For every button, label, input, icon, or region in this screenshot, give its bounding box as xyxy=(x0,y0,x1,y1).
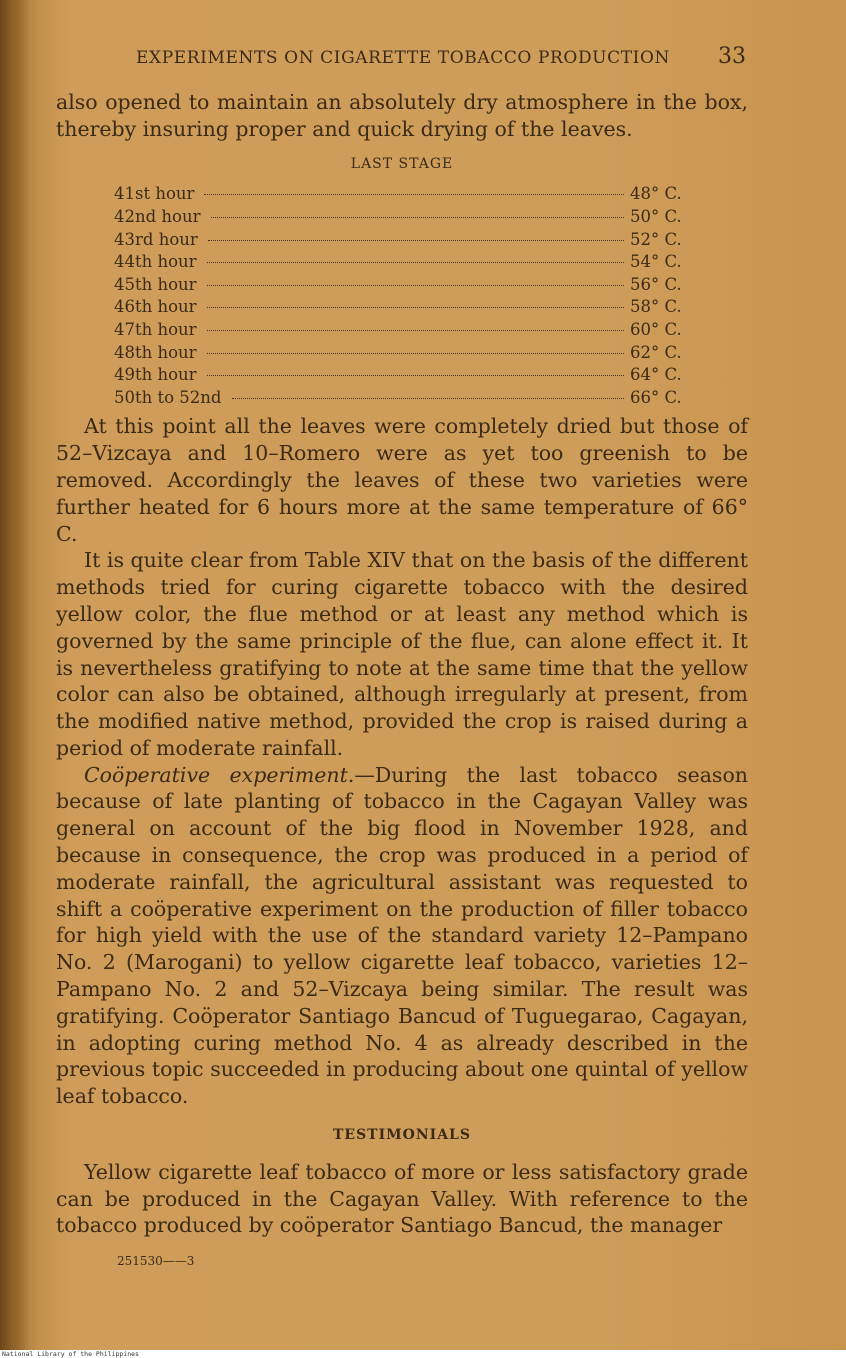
leader-dots xyxy=(207,353,624,354)
row-label: 42nd hour xyxy=(114,206,201,226)
row-label: 45th hour xyxy=(114,274,197,294)
row-value: 62° C. xyxy=(630,342,682,362)
row-value: 66° C. xyxy=(630,387,682,407)
paragraph-testimonials: Yellow cigarette leaf tobacco of more or less satisfactory grade can be produced in the Cagayan Valley. With reference to the tobacco produced by coöperator Santiago Bancud, the manager xyxy=(56,1159,748,1238)
leader-dots xyxy=(207,375,624,376)
signature-mark: 251530——3 xyxy=(117,1254,195,1268)
row-label: 41st hour xyxy=(114,184,195,204)
row-value: 48° C. xyxy=(630,184,682,204)
leader-dots xyxy=(207,262,624,263)
leader-dots xyxy=(207,285,624,286)
leader-dots xyxy=(207,307,624,308)
table-row xyxy=(114,274,688,297)
book-binding-shadow xyxy=(0,0,30,1350)
table-row xyxy=(114,206,688,229)
table-row xyxy=(114,319,688,342)
leader-dots xyxy=(204,194,624,195)
testimonials-heading: TESTIMONIALS xyxy=(332,1127,472,1144)
page-number: 33 xyxy=(718,44,746,69)
row-value: 58° C. xyxy=(630,297,682,317)
intro-paragraph: also opened to maintain an absolutely dry atmosphere in the box, thereby insuring proper and quick drying of the leaves. xyxy=(56,90,748,141)
row-label: 44th hour xyxy=(114,252,197,272)
row-label: 49th hour xyxy=(114,365,197,385)
scan-footer-text: National Library of the Philippines xyxy=(2,1350,139,1358)
table-row xyxy=(114,229,688,252)
page-body xyxy=(56,89,748,1239)
row-value: 50° C. xyxy=(630,206,682,226)
table-row xyxy=(114,296,688,319)
last-stage-table xyxy=(114,183,688,409)
leader-dots xyxy=(208,240,624,241)
row-value: 54° C. xyxy=(630,252,682,272)
leader-dots xyxy=(207,330,624,331)
running-header xyxy=(136,44,750,70)
row-label: 43rd hour xyxy=(114,229,198,249)
cooperative-experiment-title: Coöperative experiment. xyxy=(84,762,355,787)
scan-footer xyxy=(0,1350,846,1358)
leader-dots xyxy=(232,398,625,399)
table-row xyxy=(114,387,688,410)
row-value: 52° C. xyxy=(630,229,682,249)
row-label: 46th hour xyxy=(114,297,197,317)
paragraph-table-xiv: It is quite clear from Table XIV that on the basis of the different methods tried for curing cigarette tobacco with the desired yellow color, the flue method or at least any method which is governed by the same principle of the flue, can alone effect it. It is nevertheless gratifying to note at the same time that the yellow color can also be obtained, although irregularly at present, from the modified native method, provided the crop is raised during a period of moderate rainfall. xyxy=(56,548,748,760)
paragraph-drying-result: At this point all the leaves were completely dried but those of 52–Vizcaya and 10–Romero were as yet too greenish to be removed. Accordingly the leaves of these two varieties were further heated for 6 hours more at the same temperature of 66° C. xyxy=(56,414,748,546)
running-title: EXPERIMENTS ON CIGARETTE TOBACCO PRODUCTION xyxy=(136,48,670,68)
row-label: 50th to 52nd xyxy=(114,387,222,407)
leader-dots xyxy=(211,217,624,218)
table-row xyxy=(114,342,688,365)
table-row xyxy=(114,251,688,274)
cooperative-experiment-text: —During the last tobacco season because of late planting of tobacco in the Cagayan Valley was general on account of the big flood in November 1928, and because in consequence, the crop was produced in a period of moderate rainfall, the agricultural assistant was requested to shift a coöperative experiment on the production of filler tobacco for high yield with the use of the standard variety 12–Pampano No. 2 (Marogani) to yellow cigarette leaf tobacco, varieties 12–Pampano No. 2 and 52–Vizcaya being similar. The result was gratifying. Coöperator Santiago Bancud of Tuguegarao, Cagayan, in adopting curing method No. 4 as already described in the previous topic succeeded in producing about one quintal of yellow leaf tobacco. xyxy=(56,762,748,1109)
row-value: 56° C. xyxy=(630,274,682,294)
table-row xyxy=(114,183,688,206)
table-row xyxy=(114,364,688,387)
last-stage-heading: LAST STAGE xyxy=(350,155,454,172)
row-value: 64° C. xyxy=(630,365,682,385)
row-value: 60° C. xyxy=(630,319,682,339)
row-label: 48th hour xyxy=(114,342,197,362)
paragraph-cooperative-experiment xyxy=(56,762,748,1110)
row-label: 47th hour xyxy=(114,319,197,339)
